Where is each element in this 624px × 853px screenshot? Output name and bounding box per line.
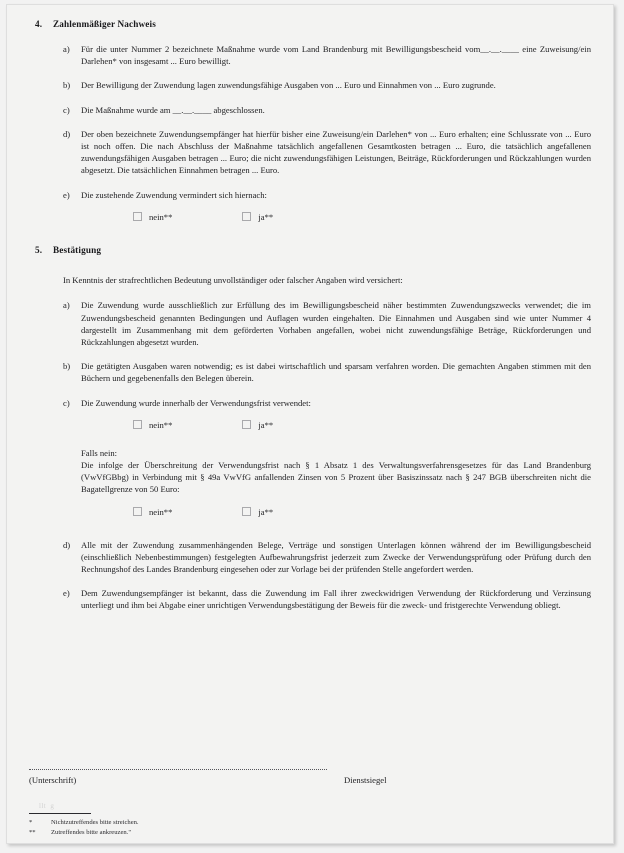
list-item [63,189,591,201]
list-item [63,397,591,409]
checkbox-icon[interactable] [133,212,142,221]
checkbox-option-ja[interactable] [242,420,273,430]
item-letter: e) [63,189,70,200]
item-text: Die getätigten Ausgaben waren notwendig; es ist dabei wirtschaftlich und sparsam verfahren worden. Die gemachten Angaben stimmen mit den Büchern und gegebenenfalls den Belegen überein. [81,361,591,384]
checkbox-row-reduction [133,212,591,222]
signature-labels [29,775,593,785]
document-sheet [6,4,614,844]
item-letter: b) [63,80,71,91]
falls-nein-lead: Falls nein: [81,447,118,458]
checkbox-icon[interactable] [133,507,142,516]
section-heading-5 [35,245,591,255]
section-heading-4 [35,19,591,29]
signature-label: (Unterschrift) [29,775,77,785]
item-text: Dem Zuwendungsempfänger ist bekannt, dass die Zuwendung im Fall ihrer zweckwidrigen Verwendung der Rückforderung und Verzinsung unterliegt und ihm bei Abgabe einer unrichtigen Verwendungsbestätigung der Beweis für die zweck- und fristgerechte Verwendung obliegt. [81,588,591,611]
footnote-rule [29,813,91,814]
item-text: Die zustehende Zuwendung vermindert sich hiernach: [81,189,267,200]
section-intro: In Kenntnis der strafrechtlichen Bedeutung unvollständiger oder falscher Angaben wird versichert: [63,274,403,285]
signature-area [29,769,593,785]
checkbox-icon[interactable] [133,420,142,429]
checkbox-row-interest [133,507,591,517]
item-text: Für die unter Nummer 2 bezeichnete Maßnahme wurde vom Land Brandenburg mit Bewilligungsbescheid vom__.__.____ eine Zuweisung/ein Darlehen* von insgesamt ... Euro bewilligt. [81,44,591,67]
checkbox-option-nein[interactable] [133,420,172,430]
list-item [63,79,591,91]
list-item [63,587,591,611]
item-letter: c) [63,104,70,115]
item-letter: c) [63,397,70,408]
section-title: Zahlenmäßiger Nachweis [53,19,156,29]
checkbox-label: ja** [258,506,274,517]
checkbox-icon[interactable] [242,420,251,429]
item-letter: b) [63,361,71,372]
footnote-text: Zutreffendes bitte ankreuzen." [51,829,132,837]
checkbox-option-ja[interactable] [242,212,273,222]
list-item [63,104,591,116]
item-text: Alle mit der Zuwendung zusammenhängenden Belege, Verträge und sonstigen Unterlagen können während der im Bewilligungsbescheid (einschließlich Nebenbestimmungen) festgelegten Aufbewahrungsfrist jederzeit zum Zwecke der Verwendungsprüfung oder Prüfung durch den Rechnungshof des Landes Brandenburg eingesehen oder zur Vorlage bei der prüfenden Stelle angefordert werden. [81,539,591,575]
checkbox-label: nein** [149,506,173,517]
falls-nein-text: Die infolge der Überschreitung der Verwendungsfrist nach § 1 Absatz 1 des Verwaltungsverfahrensgesetzes für das Land Brandenburg (VwVfGBbg) in Verbindung mit § 49a VwVfG anfallenden Zinsen von 5 Prozent über Basiszinssatz nach § 247 BGB überschreiten nicht die Bagatellgrenze von 50 Euro: [81,460,591,495]
checkbox-label: ja** [258,211,274,222]
signature-dotted-line [29,769,327,770]
item-text: Der oben bezeichnete Zuwendungsempfänger hat hierfür bisher eine Zuweisung/ein Darlehen* von ... Euro erhalten; eine Schlussrate von ... Euro ist noch offen. Die nach Abschluss der Maßnahme tatsächlich angefallenen Gesamtkosten betragen ... Euro, die tatsächlich angefallenen zuwendungsfähigen Ausgaben betragen ... Euro; die nicht zuwendungsfähigen Leistungen, Beiträge, Rückforderungen und Rückzahlungen wurden abgesetzt. Die tatsächlichen Einnahmen betragen ... Euro. [81,128,591,176]
checkbox-row-period [133,420,591,430]
scan-artifact-text: llt g [39,802,55,810]
item-letter: a) [63,300,70,311]
item-letter: e) [63,588,70,599]
item-text: Der Bewilligung der Zuwendung lagen zuwendungsfähige Ausgaben von ... Euro und Einnahmen von ... Euro zugrunde. [81,80,496,91]
section-title: Bestätigung [53,244,102,255]
footnote-marker: ** [29,829,36,837]
checkbox-label: ja** [258,419,274,430]
checkbox-label: nein** [149,211,173,222]
checkbox-icon[interactable] [242,212,251,221]
checkbox-icon[interactable] [242,507,251,516]
seal-label: Dienstsiegel [344,775,387,785]
footnote-list [29,818,429,838]
checkbox-option-ja[interactable] [242,507,273,517]
list-item [63,128,591,177]
item-text: Die Zuwendung wurde innerhalb der Verwendungsfrist verwendet: [81,397,311,408]
footnote-item [29,828,429,838]
item-letter: d) [63,128,71,139]
item-letter: d) [63,539,71,550]
footnote-text: Nichtzutreffendes bitte streichen. [51,819,139,826]
checkbox-label: nein** [149,419,173,430]
section-number: 4. [35,19,43,29]
footnote-marker: * [29,819,33,826]
section-number: 5. [35,244,43,255]
item-letter: a) [63,44,70,54]
item-text: Die Zuwendung wurde ausschließlich zur Erfüllung des im Bewilligungsbescheid näher bestimmten Zuwendungszwecks verwendet; die im Zuwendungsbescheid genannten Bedingungen und Auflagen wurden eingehalten. Die Einnahmen und Ausgaben sind wie unter Nummer 4 dargestellt im Zusammenhang mit dem geförderten Vorhaben angefallen, wobei nicht zuwendungsfähige Beträge, Rückforderungen und Rückzahlungen abgesetzt wurden. [81,300,591,348]
list-item [63,539,591,576]
checkbox-option-nein[interactable] [133,507,172,517]
footnote-item [29,818,429,828]
checkbox-option-nein[interactable] [133,212,172,222]
falls-nein-block [81,447,591,496]
list-item [63,43,591,67]
list-item [63,360,591,384]
item-text: Die Maßnahme wurde am __.__.____ abgeschlossen. [81,104,265,115]
list-item [63,299,591,348]
